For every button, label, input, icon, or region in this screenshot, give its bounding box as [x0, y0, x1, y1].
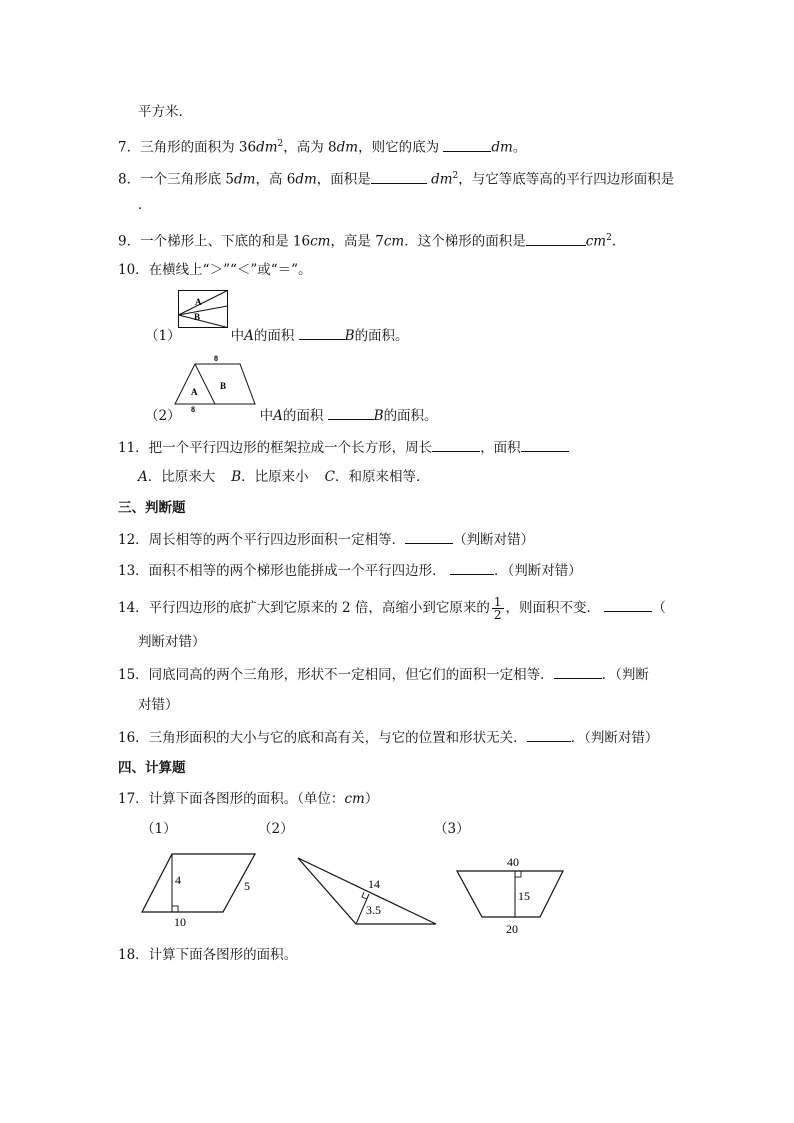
answer-blank[interactable]	[299, 326, 345, 340]
label-hypotenuse: 14	[368, 877, 380, 891]
question-9: 9．一个梯形上、下底的和是 16cm，高是 7cm．这个梯形的面积是 $cm^2$.	[118, 233, 617, 250]
q6-tail: 平方米．	[138, 104, 192, 120]
label-a: A	[195, 297, 202, 307]
question-16: 16．三角形面积的大小与它的底和高有关，与它的位置和形状无关． ．（判断对错）	[118, 730, 659, 746]
answer-blank[interactable]	[521, 438, 569, 452]
question-8: 8．一个三角形底 5dm，高 6dm，面积是 $dm^2$，与它等底等高的平行四边形面积是	[118, 171, 675, 188]
answer-blank[interactable]	[526, 232, 586, 246]
answer-blank[interactable]	[604, 598, 652, 612]
question-10-1: （1） 中A的面积 B的面积。	[145, 328, 409, 344]
question-10-2: （2） 中A的面积 B的面积。	[145, 408, 438, 424]
section-title-judgement: 三、判断题	[118, 500, 186, 516]
label-top: 8	[214, 354, 218, 363]
rectangle-figure	[178, 290, 228, 330]
question-11-options: A．比原来大 B．比原来小 C．和原来相等．	[138, 469, 430, 485]
answer-blank[interactable]	[450, 561, 494, 575]
answer-blank[interactable]	[554, 665, 602, 679]
figure-label-3: （3）	[434, 821, 470, 837]
question-15-tail: 对错）	[138, 697, 179, 713]
triangle-figure	[296, 856, 441, 931]
question-14: 14．平行四边形的底扩大到它原来的 2 倍，高缩小到它原来的 $\frac{1}{2}$ ，则面积不变． （	[118, 595, 666, 622]
section-title-calculation: 四、计算题	[118, 760, 186, 776]
answer-blank[interactable]	[432, 438, 480, 452]
label-a: A	[191, 387, 198, 397]
figure-label-1: （1）	[141, 821, 177, 837]
parallelogram-figure	[140, 852, 270, 932]
answer-blank[interactable]	[527, 728, 571, 742]
question-10: 10．在横线上“＞”“＜”或“＝”。	[118, 262, 312, 278]
label-bottom-base: 20	[506, 922, 518, 936]
question-13: 13．面积不相等的两个梯形也能拼成一个平行四边形． ．（判断对错）	[118, 563, 582, 579]
answer-blank[interactable]	[371, 170, 427, 184]
question-18: 18．计算下面各图形的面积。	[118, 947, 298, 963]
question-17: 17．计算下面各图形的面积。（单位：cm）	[118, 791, 379, 807]
question-8-tail: ．	[138, 197, 152, 213]
label-b: B	[220, 381, 227, 391]
label-top-base: 40	[507, 855, 519, 869]
fraction-one-half: $\frac{1}{2}$	[493, 595, 502, 622]
answer-blank[interactable]	[443, 138, 491, 152]
question-11: 11．把一个平行四边形的框架拉成一个长方形，周长 ，面积	[118, 438, 569, 457]
answer-blank[interactable]	[328, 406, 374, 420]
label-base: 10	[174, 915, 186, 929]
label-height: 4	[175, 873, 181, 887]
figure-label-2: （2）	[258, 821, 294, 837]
label-height: 15	[518, 889, 530, 903]
label-b: B	[194, 312, 201, 322]
label-bottom: 8	[191, 405, 195, 414]
question-14-tail: 判断对错）	[138, 634, 206, 650]
answer-blank[interactable]	[405, 530, 453, 544]
label-height: 3.5	[366, 903, 381, 917]
question-7: 7．三角形的面积为 $36dm^2$，高为 8dm，则它的底为 dm。	[118, 139, 527, 156]
label-side: 5	[244, 879, 250, 893]
question-12: 12．周长相等的两个平行四边形面积一定相等． （判断对错）	[118, 532, 535, 548]
trapezoid-figure	[455, 855, 567, 940]
parallelogram-split-figure	[175, 354, 265, 414]
question-15: 15．同底同高的两个三角形，形状不一定相同，但它们的面积一定相等． ．（判断	[118, 667, 649, 683]
